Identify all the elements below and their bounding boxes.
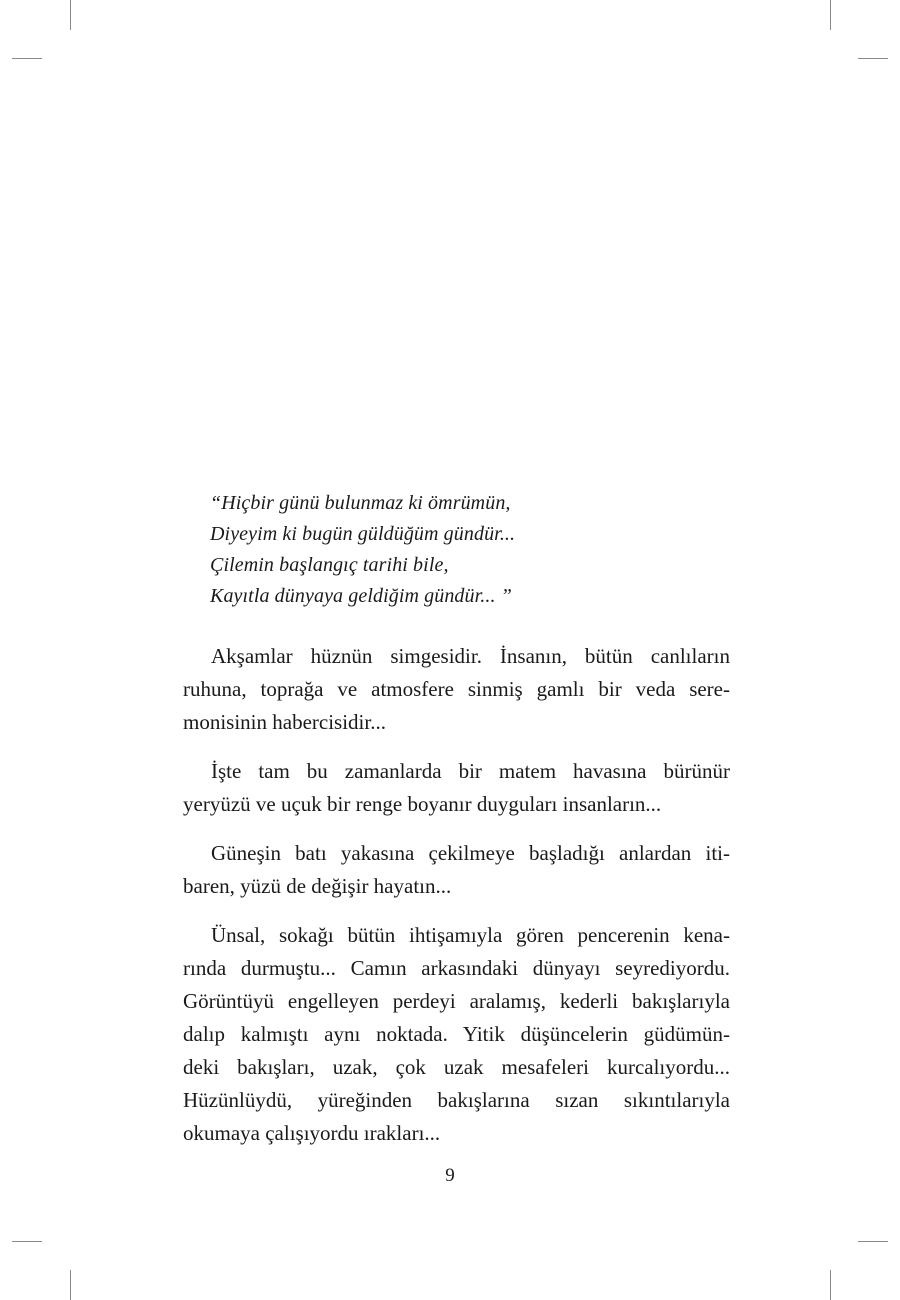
crop-mark-bottom-right-horizontal — [858, 1241, 888, 1242]
paragraph — [183, 919, 730, 1150]
text-line: Güneşin batı yakasına çekilmeye başladığı anlardan iti- — [211, 841, 730, 865]
text-line: monisinin habercisidir... — [183, 710, 386, 734]
epigraph-line: Diyeyim ki bugün güldüğüm gündür... — [210, 523, 516, 545]
text-line: rında durmuştu... Camın arkasındaki dünyayı seyrediyordu. — [183, 956, 730, 980]
epigraph-line: “Hiçbir günü bulunmaz ki ömrümün, — [210, 492, 511, 514]
text-line: İşte tam bu zamanlarda bir matem havasına bürünür — [211, 759, 730, 783]
text-line: baren, yüzü de değişir hayatın... — [183, 874, 452, 898]
text-line: Akşamlar hüznün simgesidir. İnsanın, bütün canlıların — [211, 644, 730, 668]
epigraph-line: Kayıtla dünyaya geldiğim gündür... ” — [210, 585, 512, 607]
crop-mark-bottom-left-horizontal — [12, 1241, 42, 1242]
crop-mark-top-left-horizontal — [12, 58, 42, 59]
crop-mark-top-right-horizontal — [858, 58, 888, 59]
text-line: okumaya çalışıyordu ırakları... — [183, 1121, 441, 1145]
crop-mark-top-left — [70, 0, 71, 30]
text-line: Ünsal, sokağı bütün ihtişamıyla gören pencerenin kena- — [211, 923, 730, 947]
body-text — [183, 640, 730, 1166]
epigraph-poem — [210, 488, 770, 612]
page-number: 9 — [445, 1165, 455, 1186]
text-line: dalıp kalmıştı aynı noktada. Yitik düşüncelerin güdümün- — [183, 1022, 730, 1046]
paragraph — [183, 837, 730, 903]
paragraph — [183, 755, 730, 821]
text-line: deki bakışları, uzak, çok uzak mesafeleri kurcalıyordu... — [183, 1055, 730, 1079]
paragraph — [183, 640, 730, 739]
epigraph-line: Çilemin başlangıç tarihi bile, — [210, 554, 449, 576]
text-line: Hüzünlüydü, yüreğinden bakışlarına sızan sıkıntılarıyla — [183, 1088, 730, 1112]
crop-mark-bottom-right — [830, 1270, 831, 1300]
text-line: ruhuna, toprağa ve atmosfere sinmiş gamlı bir veda sere- — [183, 677, 730, 701]
text-line: Görüntüyü engelleyen perdeyi aralamış, kederli bakışlarıyla — [183, 989, 730, 1013]
text-line: yeryüzü ve uçuk bir renge boyanır duyguları insanların... — [183, 792, 662, 816]
crop-mark-top-right — [830, 0, 831, 30]
crop-mark-bottom-left — [70, 1270, 71, 1300]
